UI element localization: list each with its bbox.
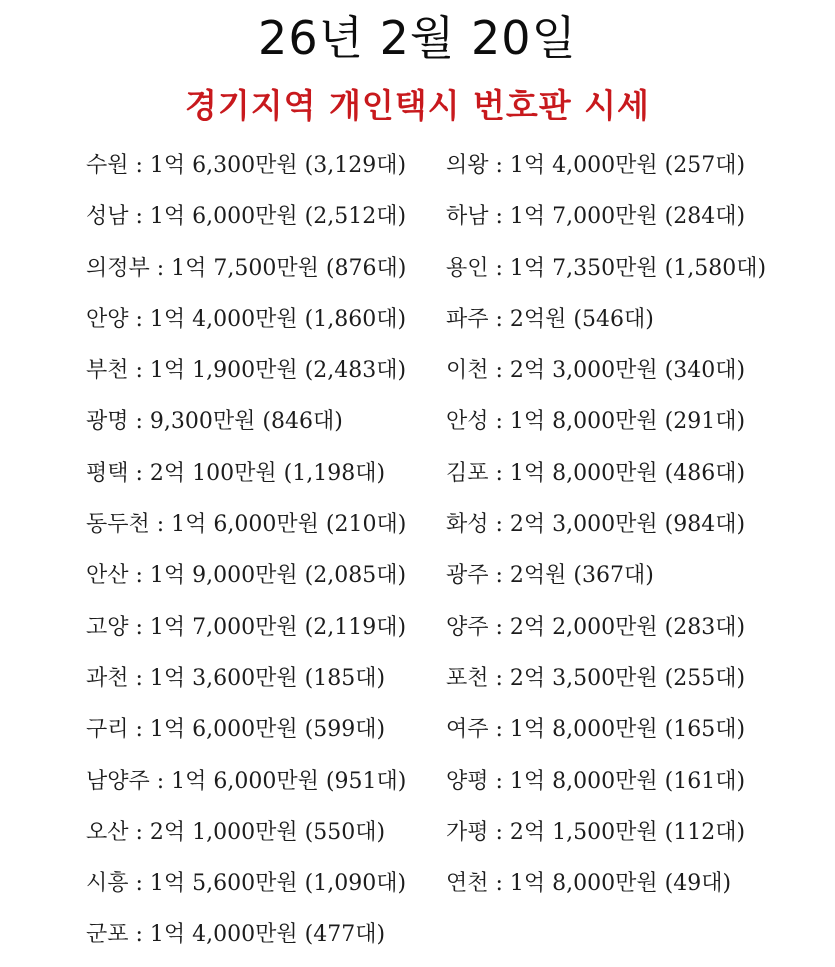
list-item: 용인 : 1억 7,350만원 (1,580대) <box>446 255 767 281</box>
list-item: 성남 : 1억 6,000만원 (2,512대) <box>86 204 407 230</box>
page-title: 26년 2월 20일 <box>258 11 577 65</box>
list-item: 광명 : 9,300만원 (846대) <box>86 409 343 435</box>
list-item: 수원 : 1억 6,300만원 (3,129대) <box>86 153 407 178</box>
list-item: 양주 : 2억 2,000만원 (283대) <box>446 614 746 640</box>
list-item: 과천 : 1억 3,600만원 (185대) <box>86 665 386 691</box>
list-item: 고양 : 1억 7,000만원 (2,119대) <box>86 614 407 640</box>
list-item: 연천 : 1억 8,000만원 (49대) <box>446 871 732 897</box>
list-item: 광주 : 2억원 (367대) <box>446 563 654 589</box>
list-row <box>0 762 835 813</box>
list-item: 의정부 : 1억 7,500만원 (876대) <box>86 255 407 281</box>
list-item: 남양주 : 1억 6,000만원 (951대) <box>86 768 407 794</box>
list-item: 부천 : 1억 1,900만원 (2,483대) <box>86 358 407 384</box>
list-item: 오산 : 2억 1,000만원 (550대) <box>86 819 386 845</box>
list-item: 포천 : 2억 3,500만원 (255대) <box>446 665 746 691</box>
price-list <box>0 146 835 967</box>
list-item: 군포 : 1억 4,000만원 (477대) <box>86 922 386 948</box>
list-item: 의왕 : 1억 4,000만원 (257대) <box>446 153 746 178</box>
list-item: 파주 : 2억원 (546대) <box>446 306 654 332</box>
list-row <box>0 505 835 556</box>
list-row <box>0 556 835 607</box>
list-item: 하남 : 1억 7,000만원 (284대) <box>446 204 746 230</box>
list-row <box>0 710 835 761</box>
list-item: 가평 : 2억 1,500만원 (112대) <box>446 819 746 845</box>
list-item: 안산 : 1억 9,000만원 (2,085대) <box>86 563 407 589</box>
list-item: 안성 : 1억 8,000만원 (291대) <box>446 409 746 435</box>
list-row <box>0 454 835 505</box>
list-item: 시흥 : 1억 5,600만원 (1,090대) <box>86 871 407 897</box>
list-item: 동두천 : 1억 6,000만원 (210대) <box>86 512 407 538</box>
list-row <box>0 402 835 453</box>
list-row <box>0 864 835 915</box>
page-subtitle: 경기지역 개인택시 번호판 시세 <box>185 86 650 125</box>
list-row <box>0 351 835 402</box>
list-item: 안양 : 1억 4,000만원 (1,860대) <box>86 306 407 332</box>
list-row <box>0 197 835 248</box>
list-item: 구리 : 1억 6,000만원 (599대) <box>86 717 386 743</box>
list-item: 여주 : 1억 8,000만원 (165대) <box>446 717 746 743</box>
list-item: 이천 : 2억 3,000만원 (340대) <box>446 358 746 384</box>
list-row <box>0 813 835 864</box>
list-row <box>0 249 835 300</box>
list-row <box>0 915 835 966</box>
list-row <box>0 659 835 710</box>
list-item: 화성 : 2억 3,000만원 (984대) <box>446 512 746 538</box>
list-item: 김포 : 1억 8,000만원 (486대) <box>446 460 746 486</box>
list-row <box>0 146 835 197</box>
list-item: 양평 : 1억 8,000만원 (161대) <box>446 768 746 794</box>
list-row <box>0 300 835 351</box>
list-row <box>0 608 835 659</box>
list-item: 평택 : 2억 100만원 (1,198대) <box>86 460 386 486</box>
